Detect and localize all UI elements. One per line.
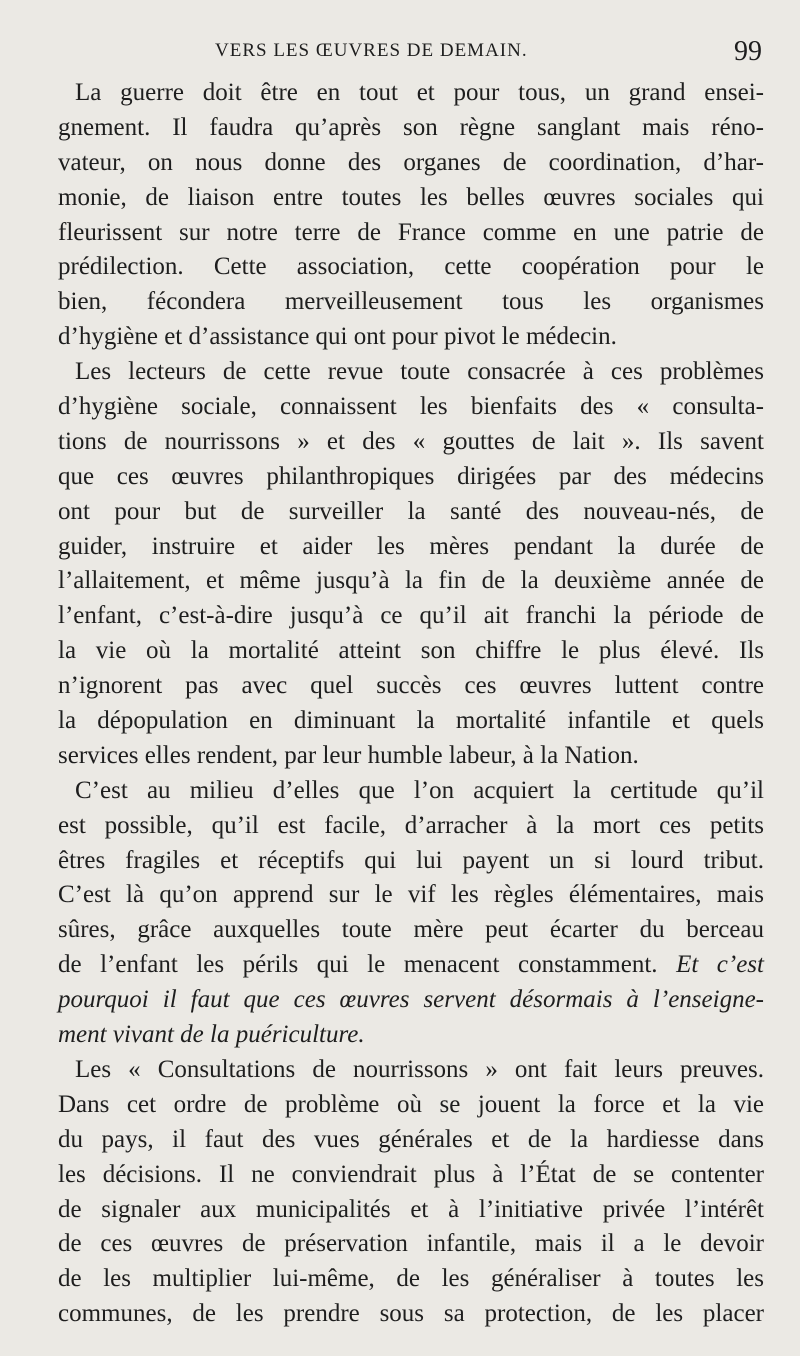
text-line: services elles rendent, par leur humble labeur, à la Nation. [58, 741, 639, 769]
page-number: 99 [734, 36, 762, 67]
text-line: tions de nourrissons » et des « gouttes de lait ». Ils savent [58, 427, 764, 455]
text-line: guider, instruire et aider les mères pendant la durée de [58, 532, 764, 560]
text-line: C’est au milieu d’elles que l’on acquiert la certitude qu’il [75, 776, 764, 804]
text-line: d’hygiène et d’assistance qui ont pour pivot le médecin. [58, 323, 617, 351]
text-line: prédilection. Cette association, cette coopération pour le [58, 253, 764, 281]
running-title: VERS LES ŒUVRES DE DEMAIN. [215, 40, 528, 61]
text-line: Dans cet ordre de problème où se jouent la force et la vie [58, 1090, 764, 1118]
text-line: fleurissent sur notre terre de France comme en une patrie de [58, 218, 764, 246]
text-line: la dépopulation en diminuant la mortalité infantile et quels [58, 707, 764, 735]
text-line: de signaler aux municipalités et à l’initiative privée l’intérêt [58, 1195, 764, 1223]
italic-text-line: ment vivant de la puériculture. [58, 1021, 365, 1049]
text-line: Les « Consultations de nourrissons » ont fait leurs preuves. [75, 1055, 764, 1083]
italic-text-line: pourquoi il faut que ces œuvres servent désormais à l’enseigne- [58, 986, 764, 1014]
running-header [0, 36, 800, 70]
text-line: ont pour but de surveiller la santé des nouveau-nés, de [58, 497, 764, 525]
text-line: l’allaitement, et même jusqu’à la fin de la deuxième année de [58, 567, 764, 595]
text-line: n’ignorent pas avec quel succès ces œuvres luttent contre [58, 672, 764, 700]
text-line: que ces œuvres philanthropiques dirigées par des médecins [58, 462, 764, 490]
text-line: d’hygiène sociale, connaissent les bienfaits des « consulta- [58, 393, 764, 421]
text-line [58, 948, 764, 983]
text-line: sûres, grâce auxquelles toute mère peut écarter du berceau [58, 916, 764, 944]
text-line: de les multiplier lui-même, de les généraliser à toutes les [58, 1265, 764, 1293]
text-line: de ces œuvres de préservation infantile, mais il a le devoir [58, 1230, 764, 1258]
text-line: du pays, il faut des vues générales et de la hardiesse dans [58, 1125, 764, 1153]
text-line: êtres fragiles et réceptifs qui lui payent un si lourd tribut. [58, 846, 764, 874]
text-line: vateur, on nous donne des organes de coordination, d’har- [58, 148, 764, 176]
text-line: monie, de liaison entre toutes les belles œuvres sociales qui [58, 183, 764, 211]
text-line: l’enfant, c’est-à-dire jusqu’à ce qu’il ait franchi la période de [58, 602, 764, 630]
text-line: gnement. Il faudra qu’après son règne sanglant mais réno- [58, 113, 764, 141]
text-line: communes, de les prendre sous sa protection, de les placer [58, 1300, 764, 1328]
text-line: La guerre doit être en tout et pour tous, un grand ensei- [75, 79, 764, 106]
body-text [58, 76, 764, 1332]
text-line: est possible, qu’il est facile, d’arracher à la mort ces petits [58, 811, 764, 839]
italic-text: Et c’est [676, 951, 764, 979]
text-line: C’est là qu’on apprend sur le vif les règles élémentaires, mais [58, 881, 764, 909]
text-line: la vie où la mortalité atteint son chiffre le plus élevé. Ils [58, 637, 764, 665]
text-line: les décisions. Il ne conviendrait plus à l’État de se contenter [58, 1160, 764, 1188]
text-line: Les lecteurs de cette revue toute consacrée à ces problèmes [75, 358, 764, 386]
text-segment: de l’enfant les périls qui le menacent constamment. [58, 951, 658, 979]
text-line: bien, fécondera merveilleusement tous les organismes [58, 288, 764, 316]
